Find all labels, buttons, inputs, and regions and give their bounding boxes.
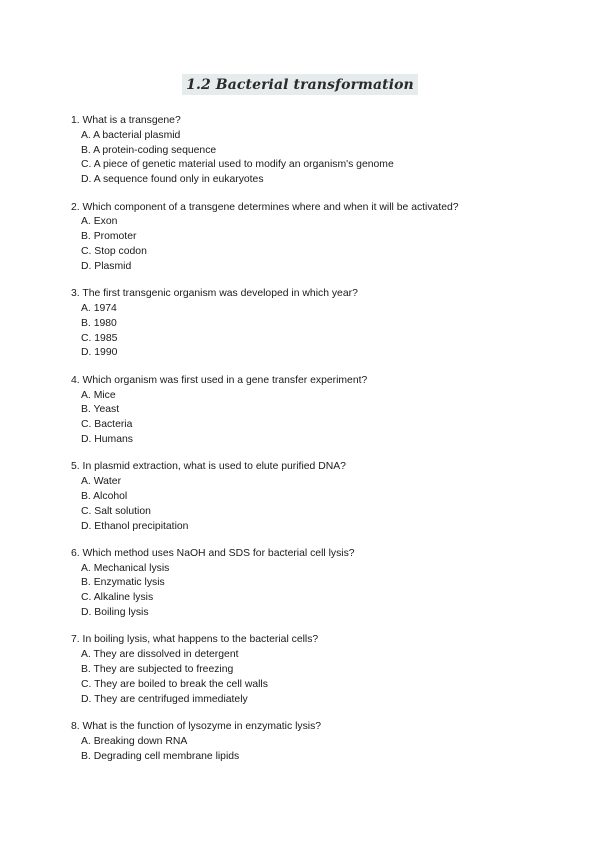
option-list: [71, 302, 571, 361]
question-item: [71, 374, 571, 448]
option-list: [71, 129, 571, 188]
question-item: [71, 201, 571, 275]
answer-option: A. Mice: [81, 389, 116, 401]
answer-option: A. A bacterial plasmid: [81, 129, 181, 141]
answer-option: D. A sequence found only in eukaryotes: [81, 174, 264, 186]
answer-option: D. Plasmid: [81, 260, 132, 272]
question-text: 1. What is a transgene?: [71, 115, 181, 126]
title-area: [0, 74, 600, 95]
question-list: [71, 114, 571, 777]
answer-option: C. They are boiled to break the cell walls: [81, 678, 268, 690]
answer-option: C. Salt solution: [81, 505, 151, 517]
answer-option: B. They are subjected to freezing: [81, 664, 234, 676]
answer-option: D. 1990: [81, 347, 118, 359]
question-item: [71, 460, 571, 534]
answer-option: B. Alcohol: [81, 490, 128, 502]
option-list: [71, 475, 571, 534]
answer-option: C. 1985: [81, 332, 118, 344]
answer-option: B. Yeast: [81, 404, 120, 416]
answer-option: B. Enzymatic lysis: [81, 577, 165, 589]
answer-option: B. Promoter: [81, 231, 137, 243]
question-text: 8. What is the function of lysozyme in enzymatic lysis?: [71, 721, 322, 733]
answer-option: C. A piece of genetic material used to modify an organism's genome: [81, 159, 394, 171]
page-title: 1.2 Bacterial transformation: [182, 74, 418, 95]
answer-option: C. Bacteria: [81, 419, 133, 431]
answer-option: A. Exon: [81, 216, 118, 228]
answer-option: B. 1980: [81, 317, 117, 329]
option-list: [71, 562, 571, 621]
question-text: 5. In plasmid extraction, what is used to elute purified DNA?: [71, 461, 346, 473]
question-text: 7. In boiling lysis, what happens to the bacterial cells?: [71, 634, 319, 646]
question-text: 6. Which method uses NaOH and SDS for bacterial cell lysis?: [71, 547, 355, 559]
answer-option: D. Humans: [81, 433, 133, 445]
answer-option: D. Boiling lysis: [81, 607, 149, 619]
answer-option: A. 1974: [81, 302, 117, 314]
option-list: [71, 215, 571, 274]
question-item: [71, 287, 571, 361]
answer-option: D. They are centrifuged immediately: [81, 693, 248, 705]
question-item: [71, 633, 571, 707]
answer-option: C. Stop codon: [81, 245, 147, 257]
answer-option: B. Degrading cell membrane lipids: [81, 750, 240, 762]
answer-option: C. Alkaline lysis: [81, 592, 154, 604]
answer-option: D. Ethanol precipitation: [81, 520, 189, 532]
question-text: 4. Which organism was first used in a gene transfer experiment?: [71, 374, 368, 386]
question-item: [71, 114, 571, 188]
question-item: [71, 720, 571, 764]
question-item: [71, 547, 571, 621]
question-text: 2. Which component of a transgene determines where and when it will be activated?: [71, 201, 459, 213]
option-list: [71, 389, 571, 448]
answer-option: A. Breaking down RNA: [81, 735, 188, 747]
answer-option: B. A protein-coding sequence: [81, 144, 217, 156]
option-list: [71, 648, 571, 707]
answer-option: A. Mechanical lysis: [81, 562, 170, 574]
answer-option: A. They are dissolved in detergent: [81, 649, 239, 661]
answer-option: A. Water: [81, 476, 122, 488]
question-text: 3. The first transgenic organism was developed in which year?: [71, 288, 358, 300]
option-list: [71, 735, 571, 765]
